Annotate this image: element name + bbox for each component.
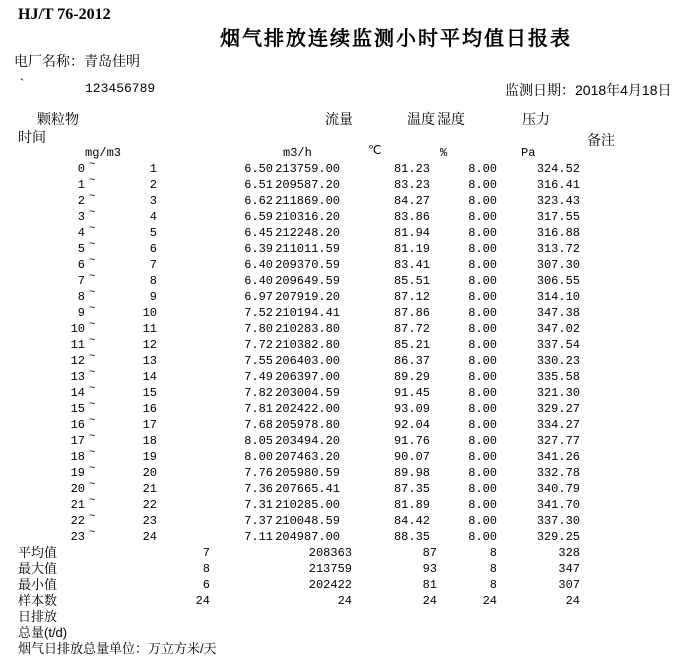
hour-end: 5 — [149, 226, 157, 240]
particulate-value: 8.00 — [244, 450, 273, 464]
humidity-value: 8.00 — [468, 434, 497, 448]
pressure-value: 341.26 — [536, 450, 580, 464]
summary-pressure: 347 — [558, 562, 580, 576]
hour-end: 11 — [142, 322, 157, 336]
summary-humidity: 8 — [489, 546, 497, 560]
hour-end: 24 — [142, 530, 157, 544]
humidity-value: 8.00 — [468, 322, 497, 336]
temperature-value: 88.35 — [393, 530, 430, 544]
plant-name-value: 青岛佳明 — [84, 53, 140, 69]
tilde: ~ — [89, 239, 96, 251]
temperature-value: 91.76 — [393, 434, 430, 448]
tilde: ~ — [89, 159, 96, 171]
monitor-date-line — [505, 80, 672, 100]
humidity-value: 8.00 — [468, 194, 497, 208]
humidity-value: 8.00 — [468, 466, 497, 480]
particulate-value: 6.51 — [244, 178, 273, 192]
humidity-value: 8.00 — [468, 162, 497, 176]
hour-start: 13 — [70, 370, 85, 384]
hour-start: 3 — [77, 210, 85, 224]
pressure-value: 307.30 — [536, 258, 580, 272]
unit-pressure: Pa — [521, 146, 536, 160]
pressure-value: 316.41 — [536, 178, 580, 192]
pressure-value: 314.10 — [536, 290, 580, 304]
hour-end: 4 — [149, 210, 157, 224]
tilde: ~ — [89, 303, 96, 315]
temperature-value: 83.23 — [393, 178, 430, 192]
summary-humidity: 24 — [482, 594, 497, 608]
summary-pressure: 307 — [558, 578, 580, 592]
temperature-value: 91.45 — [393, 386, 430, 400]
temperature-value: 84.27 — [393, 194, 430, 208]
unit-flow: m3/h — [283, 146, 312, 160]
hour-end: 3 — [149, 194, 157, 208]
humidity-value: 8.00 — [468, 450, 497, 464]
hour-end: 19 — [142, 450, 157, 464]
temperature-value: 89.29 — [393, 370, 430, 384]
flow-value: 210194.41 — [275, 306, 340, 320]
summary-row — [0, 577, 684, 593]
hour-end: 21 — [142, 482, 157, 496]
humidity-value: 8.00 — [468, 274, 497, 288]
humidity-value: 8.00 — [468, 338, 497, 352]
temperature-value: 87.86 — [393, 306, 430, 320]
pressure-value: 334.27 — [536, 418, 580, 432]
hour-end: 15 — [142, 386, 157, 400]
hour-start: 8 — [77, 290, 85, 304]
col-header-time: 时间 — [18, 129, 46, 145]
standard-code: HJ/T 76-2012 — [18, 6, 111, 23]
flow-value: 204987.00 — [275, 530, 340, 544]
particulate-value: 6.39 — [244, 242, 273, 256]
page-title: 烟气排放连续监测小时平均值日报表 — [220, 28, 572, 50]
hour-end: 13 — [142, 354, 157, 368]
summary-pressure: 328 — [558, 546, 580, 560]
pressure-value: 317.55 — [536, 210, 580, 224]
summary-flow: 24 — [337, 594, 352, 608]
tilde: ~ — [89, 367, 96, 379]
flow-value: 213759.00 — [275, 162, 340, 176]
summary-particulate: 8 — [202, 562, 210, 576]
hour-start: 1 — [77, 178, 85, 192]
flow-value: 209587.20 — [275, 178, 340, 192]
pressure-value: 313.72 — [536, 242, 580, 256]
plant-name-label: 电厂名称： — [14, 53, 84, 69]
flow-value: 203494.20 — [275, 434, 340, 448]
tilde: ~ — [89, 415, 96, 427]
hour-end: 8 — [149, 274, 157, 288]
flow-value: 203004.59 — [275, 386, 340, 400]
hour-start: 6 — [77, 258, 85, 272]
particulate-value: 7.82 — [244, 386, 273, 400]
particulate-value: 6.45 — [244, 226, 273, 240]
hour-start: 15 — [70, 402, 85, 416]
tilde: ~ — [89, 527, 96, 539]
flow-value: 206403.00 — [275, 354, 340, 368]
summary-particulate: 7 — [202, 546, 210, 560]
hour-start: 21 — [70, 498, 85, 512]
summary-pressure: 24 — [565, 594, 580, 608]
unit-temperature: ℃ — [368, 143, 382, 157]
monitor-date-value: 2018年4月18日 — [575, 82, 672, 98]
particulate-value: 7.72 — [244, 338, 273, 352]
hour-end: 23 — [142, 514, 157, 528]
tilde: ~ — [89, 351, 96, 363]
temperature-value: 87.12 — [393, 290, 430, 304]
hour-start: 20 — [70, 482, 85, 496]
particulate-value: 6.59 — [244, 210, 273, 224]
col-header-remark: 备注 — [587, 132, 615, 148]
humidity-value: 8.00 — [468, 418, 497, 432]
flow-value: 205978.80 — [275, 418, 340, 432]
col-header-temperature: 温度 — [407, 111, 435, 127]
temperature-value: 85.21 — [393, 338, 430, 352]
pressure-value: 337.54 — [536, 338, 580, 352]
unit-particulate: mg/m3 — [85, 146, 122, 160]
hour-start: 19 — [70, 466, 85, 480]
temperature-value: 83.86 — [393, 210, 430, 224]
summary-humidity: 8 — [489, 562, 497, 576]
col-header-humidity: 湿度 — [437, 111, 465, 127]
flow-value: 211011.59 — [275, 242, 340, 256]
tilde: ~ — [89, 271, 96, 283]
tick-mark: ` — [20, 76, 25, 91]
hour-start: 2 — [77, 194, 85, 208]
summary-label: 最大值 — [18, 561, 58, 576]
tilde: ~ — [89, 511, 96, 523]
particulate-value: 7.80 — [244, 322, 273, 336]
hour-end: 12 — [142, 338, 157, 352]
temperature-value: 93.09 — [393, 402, 430, 416]
particulate-value: 6.50 — [244, 162, 273, 176]
tilde: ~ — [89, 447, 96, 459]
summary-temperature: 93 — [422, 562, 437, 576]
hour-end: 7 — [149, 258, 157, 272]
temperature-value: 81.94 — [393, 226, 430, 240]
tilde: ~ — [89, 431, 96, 443]
pressure-value: 332.78 — [536, 466, 580, 480]
particulate-value: 7.49 — [244, 370, 273, 384]
flow-value: 210382.80 — [275, 338, 340, 352]
hour-end: 17 — [142, 418, 157, 432]
temperature-value: 87.72 — [393, 322, 430, 336]
flow-value: 210283.80 — [275, 322, 340, 336]
particulate-value: 7.81 — [244, 402, 273, 416]
temperature-value: 92.04 — [393, 418, 430, 432]
pressure-value: 306.55 — [536, 274, 580, 288]
summary-label: 平均值 — [18, 545, 58, 560]
tilde: ~ — [89, 319, 96, 331]
humidity-value: 8.00 — [468, 498, 497, 512]
summary-flow: 213759 — [308, 562, 352, 576]
summary-label: 最小值 — [18, 577, 58, 592]
humidity-value: 8.00 — [468, 514, 497, 528]
humidity-value: 8.00 — [468, 306, 497, 320]
tilde: ~ — [89, 287, 96, 299]
particulate-value: 7.36 — [244, 482, 273, 496]
flow-value: 206397.00 — [275, 370, 340, 384]
hour-end: 9 — [149, 290, 157, 304]
humidity-value: 8.00 — [468, 482, 497, 496]
pressure-value: 347.02 — [536, 322, 580, 336]
temperature-value: 83.41 — [393, 258, 430, 272]
hour-end: 14 — [142, 370, 157, 384]
temperature-value: 89.98 — [393, 466, 430, 480]
flow-value: 207463.20 — [275, 450, 340, 464]
unit-humidity: % — [440, 146, 448, 160]
pressure-value: 329.27 — [536, 402, 580, 416]
hour-start: 12 — [70, 354, 85, 368]
hour-start: 9 — [77, 306, 85, 320]
summary-flow: 202422 — [308, 578, 352, 592]
pressure-value: 324.52 — [536, 162, 580, 176]
hour-start: 14 — [70, 386, 85, 400]
particulate-value: 6.97 — [244, 290, 273, 304]
hour-start: 7 — [77, 274, 85, 288]
tilde: ~ — [89, 335, 96, 347]
hour-end: 16 — [142, 402, 157, 416]
particulate-value: 7.55 — [244, 354, 273, 368]
col-header-pressure: 压力 — [522, 111, 550, 127]
summary-row — [0, 545, 684, 561]
particulate-value: 7.76 — [244, 466, 273, 480]
hour-end: 6 — [149, 242, 157, 256]
hour-start: 22 — [70, 514, 85, 528]
humidity-value: 8.00 — [468, 226, 497, 240]
hour-start: 17 — [70, 434, 85, 448]
table-row — [0, 529, 684, 545]
particulate-value: 6.40 — [244, 274, 273, 288]
tilde: ~ — [89, 223, 96, 235]
humidity-value: 8.00 — [468, 386, 497, 400]
temperature-value: 86.37 — [393, 354, 430, 368]
serial-number: 123456789 — [85, 81, 156, 96]
plant-name-line — [14, 51, 140, 71]
pressure-value: 335.58 — [536, 370, 580, 384]
tilde: ~ — [89, 495, 96, 507]
tilde: ~ — [89, 207, 96, 219]
hour-end: 22 — [142, 498, 157, 512]
tilde: ~ — [89, 479, 96, 491]
hour-end: 20 — [142, 466, 157, 480]
hour-start: 10 — [70, 322, 85, 336]
summary-label: 样本数 — [18, 593, 58, 608]
pressure-value: 327.77 — [536, 434, 580, 448]
temperature-value: 81.19 — [393, 242, 430, 256]
hour-start: 0 — [77, 162, 85, 176]
pressure-value: 330.23 — [536, 354, 580, 368]
temperature-value: 85.51 — [393, 274, 430, 288]
humidity-value: 8.00 — [468, 258, 497, 272]
flow-value: 207665.41 — [275, 482, 340, 496]
summary-temperature: 81 — [422, 578, 437, 592]
hour-end: 10 — [142, 306, 157, 320]
temperature-value: 84.42 — [393, 514, 430, 528]
pressure-value: 316.88 — [536, 226, 580, 240]
particulate-value: 7.52 — [244, 306, 273, 320]
temperature-value: 81.23 — [393, 162, 430, 176]
summary-temperature: 87 — [422, 546, 437, 560]
pressure-value: 329.25 — [536, 530, 580, 544]
flow-value: 209649.59 — [275, 274, 340, 288]
pressure-value: 337.30 — [536, 514, 580, 528]
hour-start: 11 — [70, 338, 85, 352]
particulate-value: 6.40 — [244, 258, 273, 272]
particulate-value: 8.05 — [244, 434, 273, 448]
summary-particulate: 6 — [202, 578, 210, 592]
unit-note: 烟气日排放总量单位：万立方米/天 — [18, 641, 217, 656]
particulate-value: 7.37 — [244, 514, 273, 528]
col-header-flow: 流量 — [325, 111, 353, 127]
temperature-value: 87.35 — [393, 482, 430, 496]
hour-start: 16 — [70, 418, 85, 432]
humidity-value: 8.00 — [468, 290, 497, 304]
summary-particulate: 24 — [195, 594, 210, 608]
hour-start: 4 — [77, 226, 85, 240]
flow-value: 207919.20 — [275, 290, 340, 304]
daily-emission-label-line2: 总量(t/d) — [18, 625, 68, 640]
flow-value: 205980.59 — [275, 466, 340, 480]
temperature-value: 81.89 — [393, 498, 430, 512]
summary-humidity: 8 — [489, 578, 497, 592]
humidity-value: 8.00 — [468, 242, 497, 256]
pressure-value: 323.43 — [536, 194, 580, 208]
flow-value: 210285.00 — [275, 498, 340, 512]
flow-value: 211869.00 — [275, 194, 340, 208]
monitor-date-label: 监测日期： — [505, 82, 575, 98]
tilde: ~ — [89, 399, 96, 411]
tilde: ~ — [89, 463, 96, 475]
hour-start: 18 — [70, 450, 85, 464]
hour-start: 23 — [70, 530, 85, 544]
pressure-value: 341.70 — [536, 498, 580, 512]
humidity-value: 8.00 — [468, 354, 497, 368]
hour-end: 2 — [149, 178, 157, 192]
flow-value: 210316.20 — [275, 210, 340, 224]
particulate-value: 7.68 — [244, 418, 273, 432]
hour-start: 5 — [77, 242, 85, 256]
humidity-value: 8.00 — [468, 530, 497, 544]
pressure-value: 321.30 — [536, 386, 580, 400]
humidity-value: 8.00 — [468, 370, 497, 384]
summary-row — [0, 561, 684, 577]
particulate-value: 6.62 — [244, 194, 273, 208]
tilde: ~ — [89, 255, 96, 267]
flow-value: 209370.59 — [275, 258, 340, 272]
col-header-particulate: 颗粒物 — [37, 111, 79, 127]
summary-temperature: 24 — [422, 594, 437, 608]
pressure-value: 340.79 — [536, 482, 580, 496]
hour-end: 18 — [142, 434, 157, 448]
particulate-value: 7.11 — [244, 530, 273, 544]
humidity-value: 8.00 — [468, 402, 497, 416]
humidity-value: 8.00 — [468, 178, 497, 192]
daily-emission-label-line1: 日排放 — [18, 609, 58, 624]
pressure-value: 347.38 — [536, 306, 580, 320]
flow-value: 210048.59 — [275, 514, 340, 528]
tilde: ~ — [89, 191, 96, 203]
tilde: ~ — [89, 383, 96, 395]
particulate-value: 7.31 — [244, 498, 273, 512]
hour-end: 1 — [149, 162, 157, 176]
tilde: ~ — [89, 175, 96, 187]
summary-flow: 208363 — [308, 546, 352, 560]
temperature-value: 90.07 — [393, 450, 430, 464]
table-body — [0, 161, 684, 545]
flow-value: 202422.00 — [275, 402, 340, 416]
flow-value: 212248.20 — [275, 226, 340, 240]
summary-row — [0, 593, 684, 609]
humidity-value: 8.00 — [468, 210, 497, 224]
